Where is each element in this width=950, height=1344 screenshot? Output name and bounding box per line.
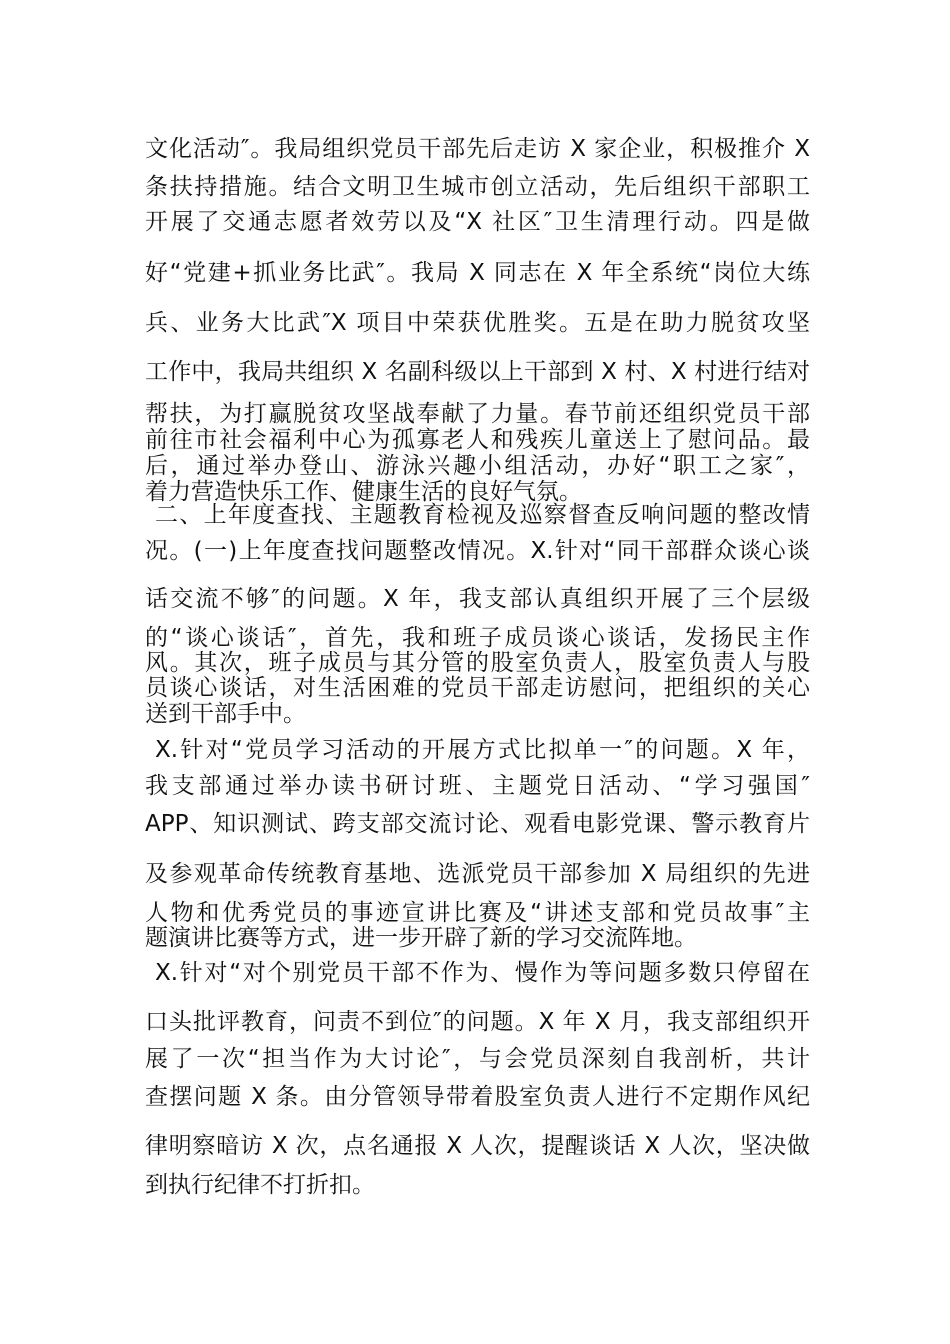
- text-line: 员谈心谈话，对生活困难的党员干部走访慰问，把组织的关心: [145, 675, 810, 701]
- text-line: 律明察暗访 X 次，点名通报 X 人次，提醒谈话 X 人次，坚决做: [145, 1133, 810, 1159]
- text-line: 兵、业务大比武″X 项目中荣获优胜奖。五是在助力脱贫攻坚: [145, 310, 810, 336]
- text-line: 工作中，我局共组织 X 名副科级以上干部到 X 村、X 村进行结对: [145, 359, 810, 385]
- text-line: 我支部通过举办读书研讨班、主题党日活动、“学习强国″: [145, 773, 810, 799]
- text-line: 展了一次“担当作为大讨论″，与会党员深刻自我剖析，共计: [145, 1046, 810, 1072]
- text-line: 后，通过举办登山、游泳兴趣小组活动，办好“职工之家″，: [145, 453, 810, 479]
- text-line: 条扶持措施。结合文明卫生城市创立活动，先后组织干部职工: [145, 174, 810, 200]
- text-line: 况。(一)上年度查找问题整改情况。X.针对“同干部群众谈心谈: [145, 538, 810, 564]
- text-line: 文化活动″。我局组织党员干部先后走访 X 家企业，积极推介 X: [145, 136, 810, 162]
- text-line: 题演讲比赛等方式，进一步开辟了新的学习交流阵地。: [145, 925, 697, 951]
- text-line: 风。其次，班子成员与其分管的股室负责人，股室负责人与股: [145, 650, 810, 676]
- text-line: 开展了交通志愿者效劳以及“X 社区″卫生清理行动。四是做: [145, 209, 810, 235]
- text-line: 的“谈心谈话″，首先，我和班子成员谈心谈话，发扬民主作: [145, 625, 810, 651]
- text-line: 话交流不够″的问题。X 年，我支部认真组织开展了三个层级: [145, 586, 810, 612]
- text-line: 着力营造快乐工作、健康生活的良好气氛。: [145, 479, 582, 505]
- text-line: 到执行纪律不打折扣。: [145, 1172, 375, 1198]
- text-line: 口头批评教育，问责不到位″的问题。X 年 X 月，我支部组织开: [145, 1009, 810, 1035]
- text-line: APP、知识测试、跨支部交流讨论、观看电影党课、警示教育片: [145, 811, 810, 837]
- text-line: 前往市社会福利中心为孤寡老人和残疾儿童送上了慰问品。最: [145, 427, 810, 453]
- text-line: 帮扶，为打赢脱贫攻坚战奉献了力量。春节前还组织党员干部: [145, 401, 810, 427]
- text-line: 及参观革命传统教育基地、选派党员干部参加 X 局组织的先进: [145, 861, 810, 887]
- text-line: 查摆问题 X 条。由分管领导带着股室负责人进行不定期作风纪: [145, 1084, 810, 1110]
- text-line: X.针对“党员学习活动的开展方式比拟单一″的问题。X 年，: [155, 737, 810, 763]
- text-line: 好“党建+抓业务比武″。我局 X 同志在 X 年全系统“岗位大练: [145, 260, 810, 286]
- text-line: X.针对“对个别党员干部不作为、慢作为等问题多数只停留在: [155, 960, 810, 986]
- text-line: 送到干部手中。: [145, 701, 306, 727]
- section-heading: 二、上年度查找、主题教育检视及巡察督查反响问题的整改情: [155, 502, 810, 528]
- text-line: 人物和优秀党员的事迹宣讲比赛及“讲述支部和党员故事″主: [145, 900, 810, 926]
